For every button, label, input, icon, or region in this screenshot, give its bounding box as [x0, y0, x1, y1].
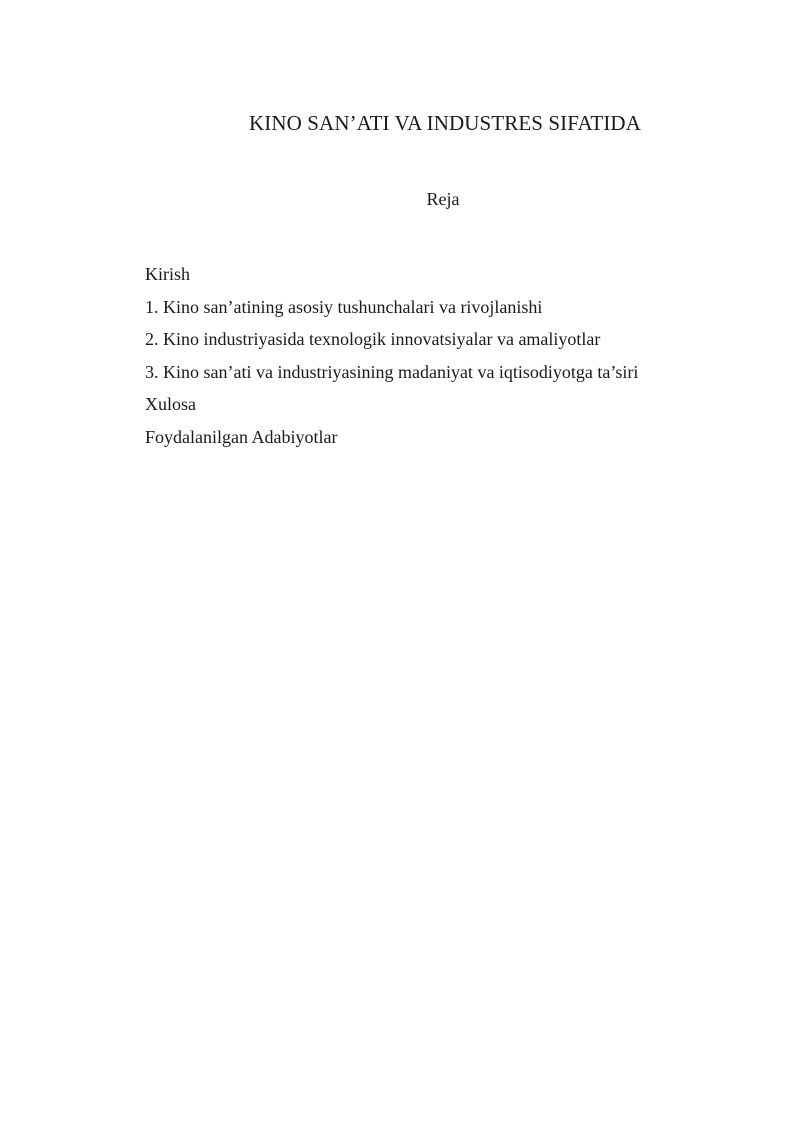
toc-item-conclusion: Xulosa — [145, 394, 196, 415]
toc-item-section-1: 1. Kino san’atining asosiy tushunchalari va rivojlanishi — [145, 296, 543, 317]
toc-item-intro: Kirish — [145, 264, 190, 284]
document-title: KINO SAN’ATI VA INDUSTRES SIFATIDA — [249, 111, 641, 135]
toc-item-section-2: 2. Kino industriyasida texnologik innovatsiyalar va amaliyotlar — [145, 329, 601, 350]
plan-heading: Reja — [426, 189, 460, 209]
table-of-contents — [145, 258, 745, 454]
toc-item-references: Foydalanilgan Adabiyotlar — [145, 426, 338, 447]
toc-item-section-3: 3. Kino san’ati va industriyasining madaniyat va iqtisodiyotga ta’siri — [145, 361, 639, 382]
